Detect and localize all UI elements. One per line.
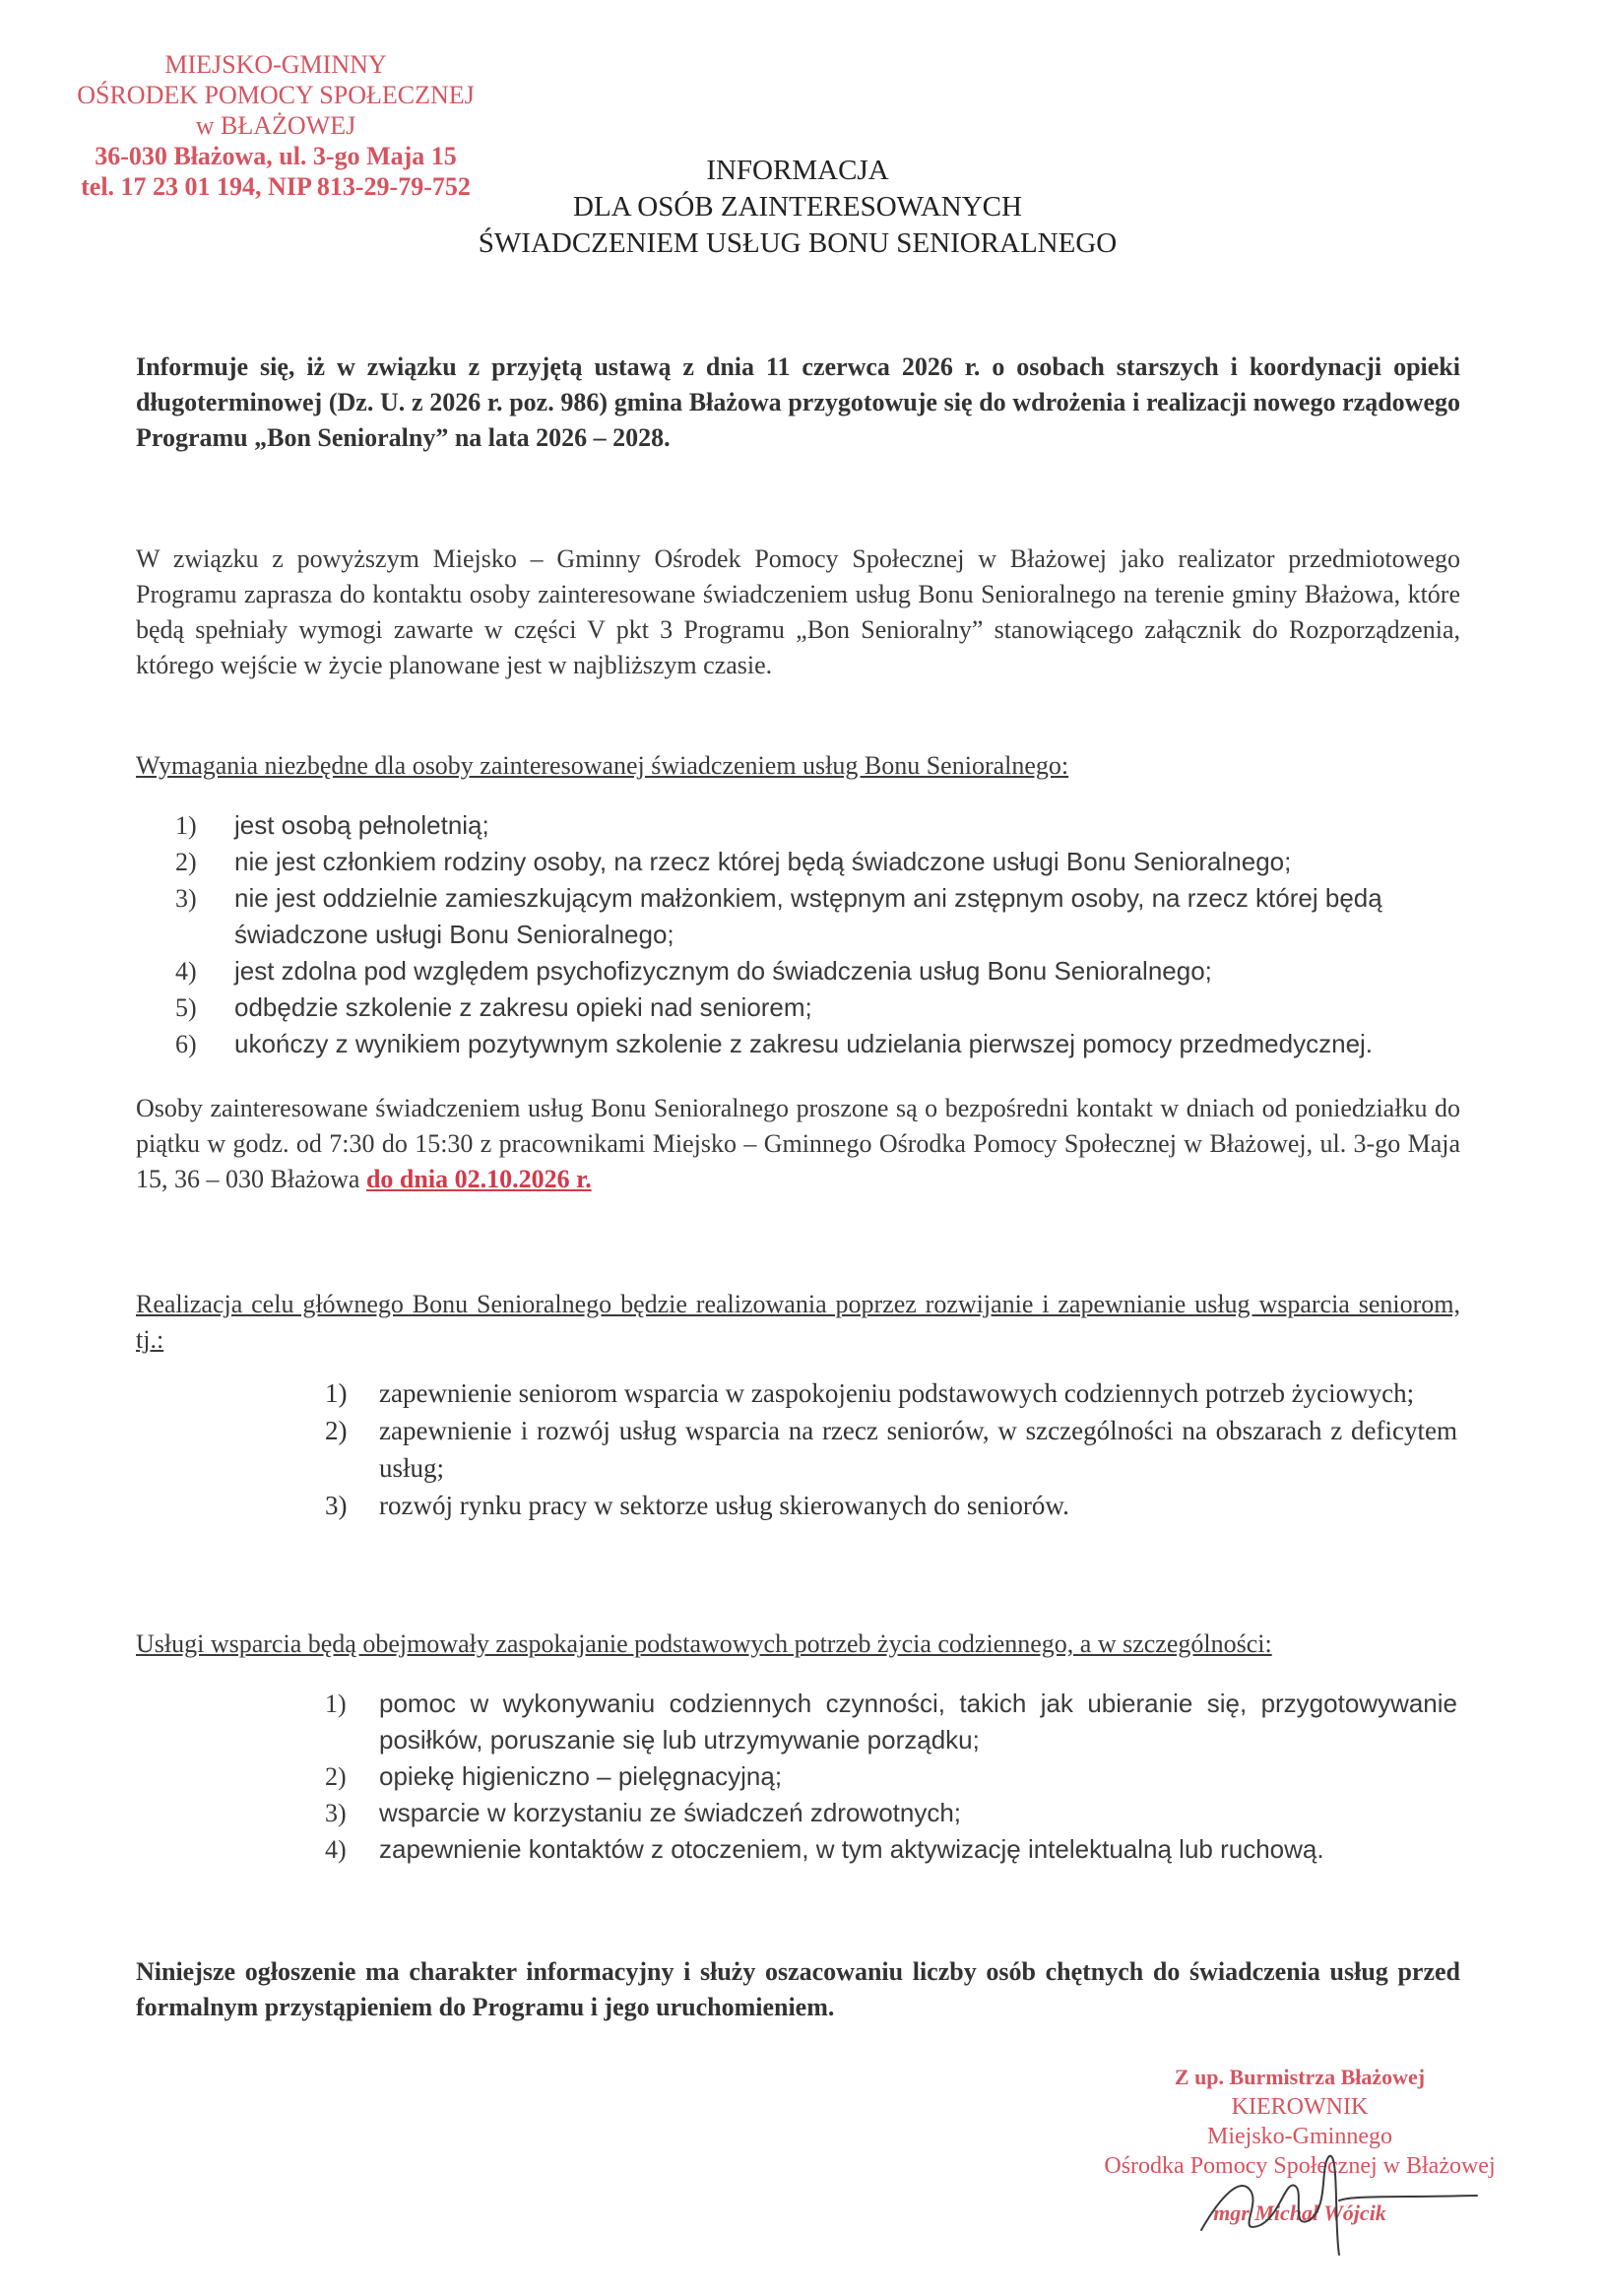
contact-text: Osoby zainteresowane świadczeniem usług Bonu Senioralnego proszone są o bezpośredni kontakt w dniach od poniedziałku do piątku w godz. od 7:30 do 15:30 z pracownikami Miejsko – Gminnego Ośrodka Pomocy Społecznej w Błażowej, ul. 3-go Maja 15, 36 – 030 Błażowa (136, 1094, 1460, 1193)
contact-paragraph (136, 1091, 1460, 1197)
title-line-2: DLA OSÓB ZAINTERESOWANYCH (573, 191, 1022, 223)
stamp-line: w BŁAŻOWEJ (195, 111, 356, 140)
list-number: 2) (325, 1416, 348, 1445)
list-number: 5) (175, 993, 197, 1022)
list-number: 1) (175, 811, 197, 840)
list-text: zapewnienie seniorom wsparcia w zaspokojeniu podstawowych codziennych potrzeb życiowych; (379, 1378, 1415, 1408)
stamp-line: Miejsko-Gminnego (1207, 2124, 1392, 2149)
list-text: pomoc w wykonywaniu codziennych czynności, takich jak ubieranie się, przygotowywanie posiłków, poruszanie się lub utrzymywanie porządku; (379, 1689, 1457, 1754)
list-number: 6) (175, 1030, 197, 1058)
goals-list (325, 1374, 1457, 1524)
list-item (136, 1026, 1460, 1062)
list-number: 1) (325, 1378, 348, 1408)
list-number: 3) (325, 1491, 348, 1520)
stamp-line: Ośrodka Pomocy Społecznej w Błażowej (1104, 2153, 1496, 2179)
list-item (325, 1487, 1457, 1524)
list-text: jest osobą pełnoletnią; (234, 810, 489, 840)
list-item (136, 989, 1460, 1026)
list-item (136, 844, 1460, 880)
main-paragraph: W związku z powyższym Miejsko – Gminny Ośrodek Pomocy Społecznej w Błażowej jako realizator przedmiotowego Programu zaprasza do kontaktu osoby zainteresowane świadczeniem usług Bonu Senioralnego na terenie gminy Błażowa, które będą spełniały wymogi zawarte w części V pkt 3 Programu „Bon Senioralny” stanowiącego załącznik do Rozporządzenia, którego wejście w życie planowane jest w najbliższym czasie. (136, 544, 1460, 679)
list-text: jest zdolna pod względem psychofizycznym do świadczenia usług Bonu Senioralnego; (234, 956, 1212, 986)
deadline-date: do dnia 02.10.2026 r. (365, 1165, 592, 1193)
list-text: ukończy z wynikiem pozytywnym szkolenie z zakresu udzielania pierwszej pomocy przedmedycznej. (234, 1029, 1374, 1058)
list-item (136, 807, 1460, 844)
stamp-line: tel. 17 23 01 194, NIP 813-29-79-752 (81, 172, 471, 201)
services-list (325, 1686, 1457, 1868)
list-text: nie jest członkiem rodziny osoby, na rzecz której będą świadczone usługi Bonu Senioralnego; (234, 847, 1292, 876)
goals-heading: Realizacja celu głównego Bonu Senioralnego będzie realizowania poprzez rozwijanie i zapewnianie usług wsparcia seniorom, tj.: (136, 1290, 1460, 1354)
requirements-heading: Wymagania niezbędne dla osoby zainteresowanej świadczeniem usług Bonu Senioralnego: (136, 751, 1069, 780)
list-number: 2) (325, 1762, 347, 1791)
list-number: 4) (175, 957, 197, 986)
list-item (325, 1831, 1457, 1868)
intro-paragraph: Informuje się, iż w związku z przyjętą ustawą z dnia 11 czerwca 2026 r. o osobach starszych i koordynacji opieki długoterminowej (Dz. U. z 2026 r. poz. 986) gmina Błażowa przygotowuje się do wdrożenia i realizacji nowego rządowego Programu „Bon Senioralny” na lata 2026 – 2028. (136, 352, 1460, 452)
requirements-list (136, 807, 1460, 1062)
list-text: nie jest oddzielnie zamieszkującym małżonkiem, wstępnym ani zstępnym osoby, na rzecz której będą świadczone usługi Bonu Senioralnego; (234, 883, 1382, 949)
stamp-line: KIEROWNIK (1231, 2094, 1369, 2120)
document-title (374, 153, 1221, 262)
signatory-name: mgr Michał Wójcik (1213, 2200, 1386, 2225)
list-text: zapewnienie kontaktów z otoczeniem, w tym aktywizację intelektualną lub ruchową. (379, 1834, 1324, 1864)
stamp-line: 36-030 Błażowa, ul. 3-go Maja 15 (95, 142, 457, 170)
list-number: 3) (175, 884, 197, 913)
closing-paragraph: Niniejsze ogłoszenie ma charakter informacyjny i służy oszacowaniu liczby osób chętnych do świadczenia usług przed formalnym przystąpieniem do Programu i jego uruchomieniem. (136, 1957, 1460, 2021)
list-item (325, 1412, 1457, 1487)
handwritten-signature (1182, 2137, 1497, 2264)
list-number: 3) (325, 1799, 347, 1827)
list-text: opiekę higieniczno – pielęgnacyjną; (379, 1761, 783, 1791)
title-line-1: INFORMACJA (706, 155, 889, 186)
title-line-3: ŚWIADCZENIEM USŁUG BONU SENIORALNEGO (478, 227, 1118, 259)
stamp-line: MIEJSKO-GMINNY (164, 50, 387, 79)
list-item (136, 953, 1460, 989)
list-number: 4) (325, 1835, 347, 1864)
list-text: odbędzie szkolenie z zakresu opieki nad seniorem; (234, 992, 812, 1022)
list-text: rozwój rynku pracy w sektorze usług skierowanych do seniorów. (379, 1491, 1069, 1520)
services-heading: Usługi wsparcia będą obejmowały zaspokajanie podstawowych potrzeb życia codziennego, a w szczególności: (136, 1629, 1272, 1658)
list-item (136, 880, 1460, 953)
list-number: 1) (325, 1690, 347, 1718)
list-number: 2) (175, 848, 197, 876)
list-item (325, 1374, 1457, 1412)
stamp-line: OŚRODEK POMOCY SPOŁECZNEJ (77, 81, 475, 109)
list-item (325, 1686, 1457, 1758)
stamp-line: Z up. Burmistrza Błażowej (1174, 2065, 1426, 2089)
list-text: zapewnienie i rozwój usług wsparcia na rzecz seniorów, w szczególności na obszarach z deficytem usług; (379, 1416, 1457, 1483)
list-item (325, 1758, 1457, 1795)
list-text: wsparcie w korzystaniu ze świadczeń zdrowotnych; (379, 1798, 962, 1827)
list-item (325, 1795, 1457, 1831)
